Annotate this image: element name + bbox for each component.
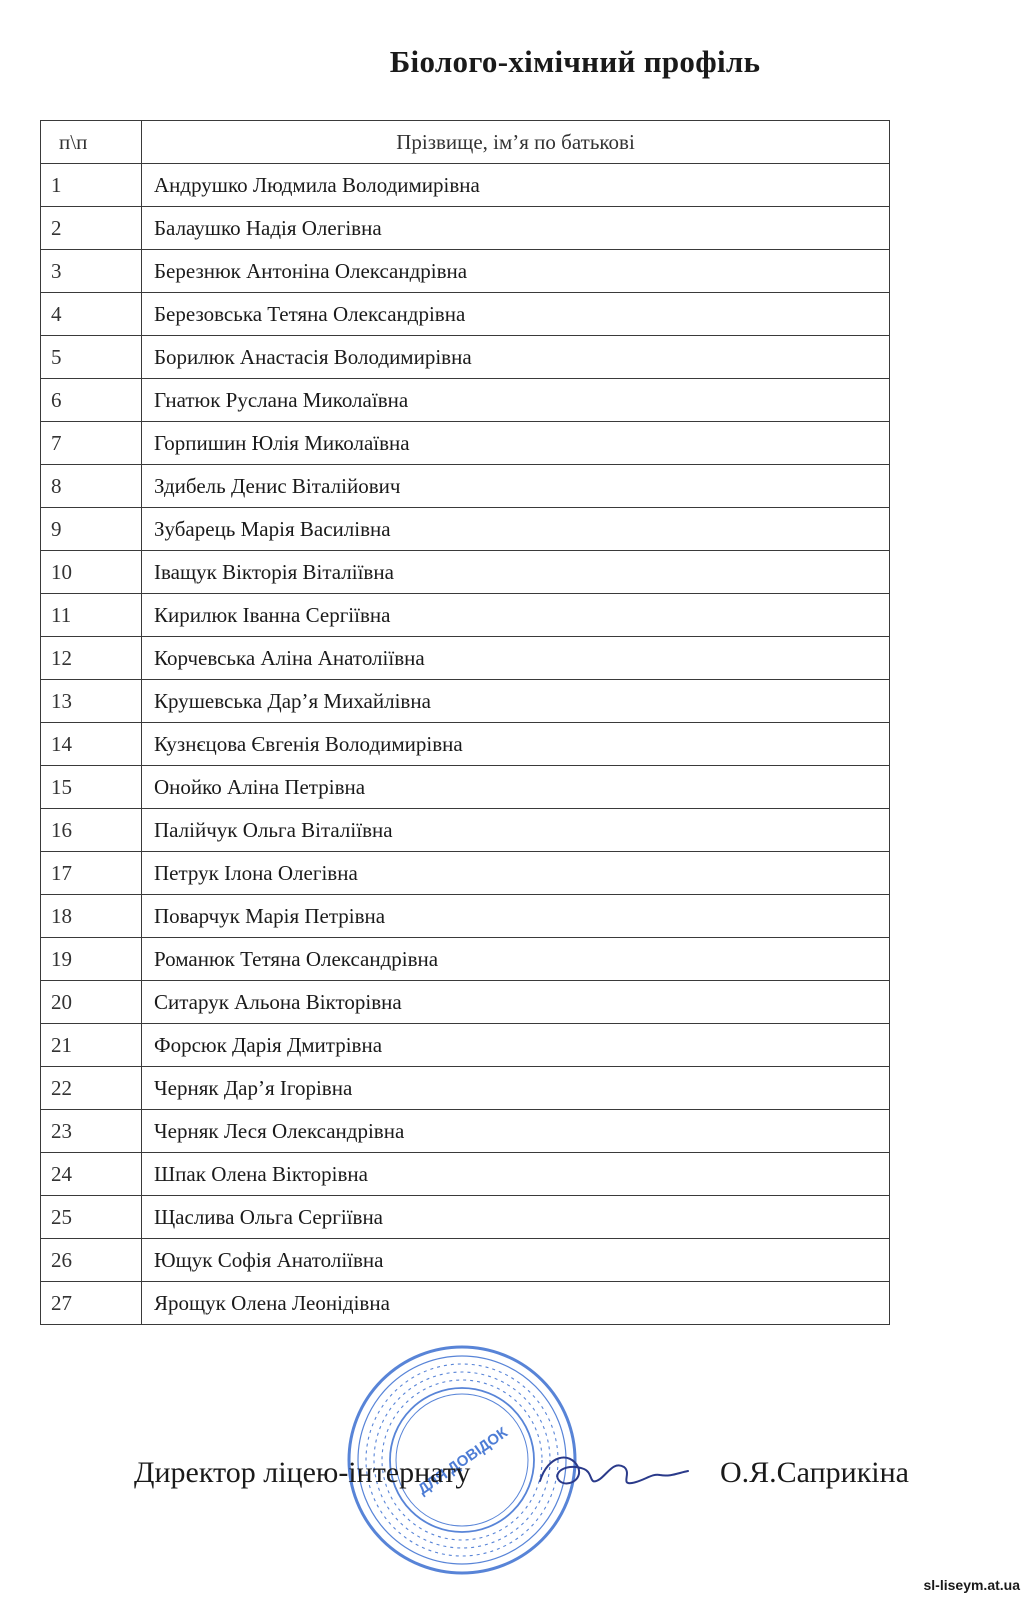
row-number: 8 [41,465,142,508]
signature-block [0,1456,1032,1506]
student-full-name: Кирилюк Іванна Сергіївна [142,594,890,637]
table-row [41,465,890,508]
student-full-name: Зубарець Марія Василівна [142,508,890,551]
table-row [41,1196,890,1239]
row-number: 4 [41,293,142,336]
row-number: 6 [41,379,142,422]
table-row [41,1024,890,1067]
table-row [41,293,890,336]
table-row [41,1239,890,1282]
table-row [41,723,890,766]
director-name: О.Я.Саприкіна [720,1456,909,1489]
row-number: 11 [41,594,142,637]
table-row [41,637,890,680]
student-roster-table [40,120,890,1325]
row-number: 3 [41,250,142,293]
student-full-name: Форсюк Дарія Дмитрівна [142,1024,890,1067]
row-number: 5 [41,336,142,379]
table-row [41,1110,890,1153]
header-number: п\п [41,121,142,164]
row-number: 1 [41,164,142,207]
row-number: 2 [41,207,142,250]
table-row [41,508,890,551]
row-number: 10 [41,551,142,594]
row-number: 24 [41,1153,142,1196]
student-full-name: Петрук Ілона Олегівна [142,852,890,895]
row-number: 22 [41,1067,142,1110]
table-row [41,938,890,981]
table-row [41,379,890,422]
row-number: 14 [41,723,142,766]
table-row [41,164,890,207]
student-full-name: Балаушко Надія Олегівна [142,207,890,250]
site-watermark: sl-liseym.at.ua [920,1576,1025,1594]
row-number: 26 [41,1239,142,1282]
student-full-name: Гнатюк Руслана Миколаївна [142,379,890,422]
row-number: 15 [41,766,142,809]
stamp-center-text: ДЛЯ ДОВІДОК [414,1424,511,1499]
student-full-name: Онойко Аліна Петрівна [142,766,890,809]
table-row [41,981,890,1024]
table-row [41,895,890,938]
student-full-name: Борилюк Анастасія Володимирівна [142,336,890,379]
table-row [41,207,890,250]
student-full-name: Палійчук Ольга Віталіївна [142,809,890,852]
student-full-name: Корчевська Аліна Анатоліївна [142,637,890,680]
table-header-row [41,121,890,164]
student-full-name: Березовська Тетяна Олександрівна [142,293,890,336]
row-number: 27 [41,1282,142,1325]
student-full-name: Ярощук Олена Леонідівна [142,1282,890,1325]
row-number: 23 [41,1110,142,1153]
student-full-name: Щаслива Ольга Сергіївна [142,1196,890,1239]
table-row [41,336,890,379]
student-full-name: Ситарук Альона Вікторівна [142,981,890,1024]
row-number: 13 [41,680,142,723]
table-row [41,852,890,895]
table-row [41,680,890,723]
student-full-name: Кузнєцова Євгенія Володимирівна [142,723,890,766]
row-number: 21 [41,1024,142,1067]
student-full-name: Романюк Тетяна Олександрівна [142,938,890,981]
student-full-name: Ющук Софія Анатоліївна [142,1239,890,1282]
table-row [41,551,890,594]
student-full-name: Березнюк Антоніна Олександрівна [142,250,890,293]
row-number: 12 [41,637,142,680]
row-number: 20 [41,981,142,1024]
table-row [41,422,890,465]
table-row [41,594,890,637]
student-full-name: Здибель Денис Віталійович [142,465,890,508]
row-number: 19 [41,938,142,981]
table-row [41,1067,890,1110]
row-number: 16 [41,809,142,852]
row-number: 17 [41,852,142,895]
student-full-name: Шпак Олена Вікторівна [142,1153,890,1196]
student-full-name: Іващук Вікторія Віталіївна [142,551,890,594]
table-row [41,1282,890,1325]
row-number: 18 [41,895,142,938]
row-number: 7 [41,422,142,465]
table-row [41,1153,890,1196]
student-full-name: Черняк Дар’я Ігорівна [142,1067,890,1110]
header-full-name: Прізвище, ім’я по батькові [142,121,890,164]
student-full-name: Крушевська Дар’я Михайлівна [142,680,890,723]
table-row [41,809,890,852]
table-row [41,250,890,293]
row-number: 9 [41,508,142,551]
student-full-name: Черняк Леся Олександрівна [142,1110,890,1153]
table-body [41,164,890,1325]
table-row [41,766,890,809]
document-title: Біолого-хімічний профіль [389,44,761,79]
student-full-name: Поварчук Марія Петрівна [142,895,890,938]
row-number: 25 [41,1196,142,1239]
student-full-name: Горпишин Юлія Миколаївна [142,422,890,465]
student-full-name: Андрушко Людмила Володимирівна [142,164,890,207]
handwritten-signature [528,1443,698,1503]
director-title: Директор ліцею-інтернату [134,1456,471,1489]
